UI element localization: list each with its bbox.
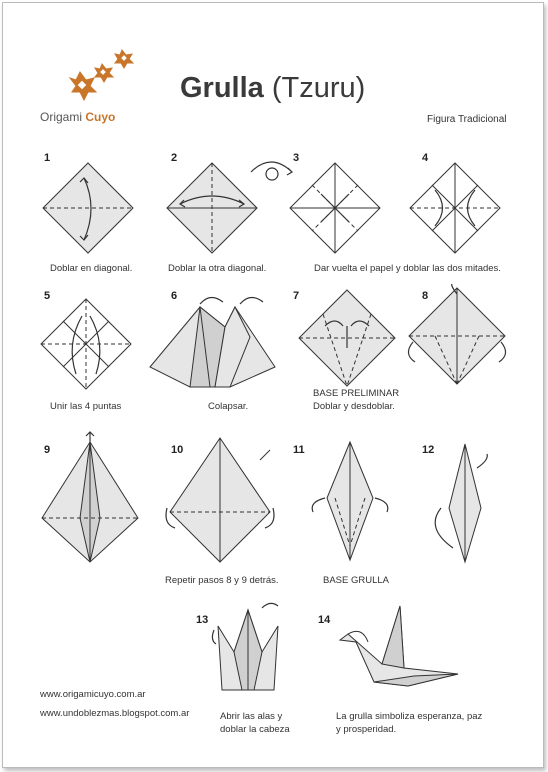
step-number-2: 2 — [171, 152, 178, 164]
page-title — [180, 72, 365, 105]
url-origamicuyo[interactable]: www.origamicuyo.com.ar — [40, 689, 146, 700]
step-11-diagram — [303, 436, 398, 566]
step-caption-10: Repetir pasos 8 y 9 detrás. — [165, 575, 279, 586]
step-caption-14a: La grulla simboliza esperanza, paz — [336, 711, 483, 722]
step-caption-14b: y prosperidad. — [336, 724, 397, 735]
step-number-7: 7 — [293, 290, 300, 302]
step-8-diagram — [405, 284, 510, 389]
step-14-diagram — [318, 602, 468, 702]
step-caption-13b: doblar la cabeza — [220, 724, 290, 735]
step-caption-3: Dar vuelta el papel y doblar las dos mitades. — [314, 263, 501, 274]
step-10-diagram — [165, 432, 280, 572]
step-9-diagram — [38, 430, 143, 570]
page-subtitle: Figura Tradicional — [427, 114, 507, 125]
step-caption-7a: BASE PRELIMINAR — [313, 388, 400, 399]
step-number-11: 11 — [293, 444, 305, 456]
url-undoblezmas[interactable]: www.undoblezmas.blogspot.com.ar — [40, 708, 190, 719]
step-number-6: 6 — [171, 290, 178, 302]
step-4-diagram — [405, 158, 505, 258]
title-bold: Grulla — [180, 72, 264, 104]
logo-word-cuyo: Cuyo — [85, 110, 116, 124]
step-5-diagram — [36, 294, 136, 394]
step-caption-5: Unir las 4 puntas — [50, 401, 122, 412]
step-13-diagram — [208, 600, 288, 700]
step-7-diagram — [295, 286, 400, 391]
logo-icon — [60, 42, 140, 108]
step-number-3: 3 — [293, 152, 300, 164]
step-caption-13a: Abrir las alas y — [220, 711, 283, 722]
step-1-diagram — [38, 158, 138, 258]
step-number-10: 10 — [171, 444, 184, 456]
step-12-diagram — [425, 438, 505, 568]
step-6-diagram — [145, 292, 280, 392]
step-caption-6: Colapsar. — [208, 401, 249, 412]
step-number-14: 14 — [318, 614, 331, 626]
step-caption-2: Doblar la otra diagonal. — [168, 263, 267, 274]
step-caption-11: BASE GRULLA — [323, 575, 389, 586]
logo-text — [40, 110, 115, 124]
title-rest: (Tzuru) — [271, 72, 366, 104]
step-number-4: 4 — [422, 152, 429, 164]
step-number-8: 8 — [422, 290, 429, 302]
step-number-1: 1 — [44, 152, 51, 164]
step-number-13: 13 — [196, 614, 209, 626]
logo-word-origami: Origami — [40, 110, 83, 124]
step-caption-7b: Doblar y desdoblar. — [313, 401, 395, 412]
step-number-5: 5 — [44, 290, 51, 302]
step-3-diagram — [285, 158, 385, 258]
step-caption-1: Doblar en diagonal. — [50, 263, 133, 274]
step-number-12: 12 — [422, 444, 435, 456]
step-number-9: 9 — [44, 444, 51, 456]
